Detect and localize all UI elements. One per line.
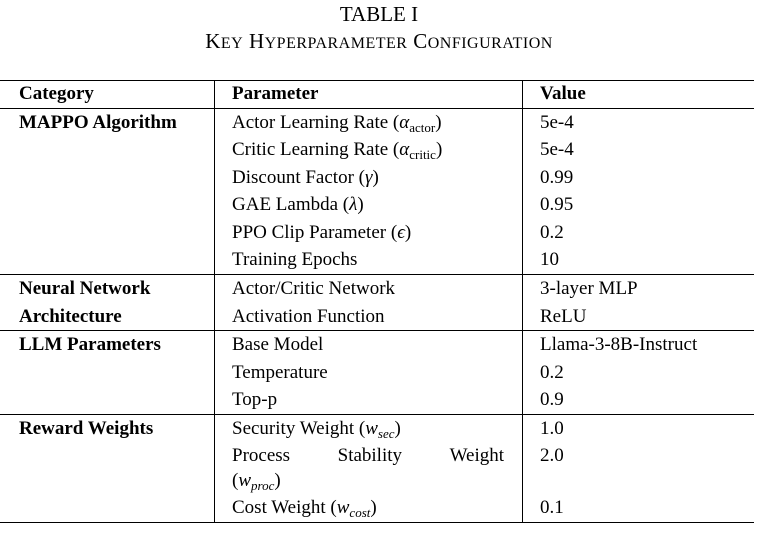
parameter-cell: Training Epochs xyxy=(232,249,358,270)
column-divider xyxy=(214,80,215,523)
value-cell: 0.2 xyxy=(540,362,564,383)
parameter-cell: Security Weight $(w_{sec})$ xyxy=(232,418,401,441)
value-cell: Llama-3-8B-Instruct xyxy=(540,334,698,355)
title-word: KEY xyxy=(205,29,244,53)
value-cell: 1.0 xyxy=(540,418,564,439)
group-rule xyxy=(0,414,754,415)
header-rule xyxy=(0,108,754,109)
group-rule xyxy=(0,330,754,331)
parameter-cell: Activation Function xyxy=(232,306,385,327)
category-cell: Reward Weights xyxy=(19,418,154,439)
value-cell: 5e-4 xyxy=(540,112,574,133)
parameter-cell: Process Stability Weight xyxy=(232,445,504,466)
table-bottom-rule xyxy=(0,522,754,523)
value-cell: 5e-4 xyxy=(540,139,574,160)
header-value: Value xyxy=(540,83,586,104)
value-cell: ReLU xyxy=(540,306,587,327)
parameter-cell: Actor Learning Rate $(\alpha_{actor})$ xyxy=(232,112,442,135)
category-cell: LLM Parameters xyxy=(19,334,161,355)
parameter-cell: Discount Factor (γ) xyxy=(232,167,379,188)
category-cell: Neural Network xyxy=(19,278,151,299)
value-cell: 0.95 xyxy=(540,194,574,215)
title-word: CONFIGURATION xyxy=(413,29,553,53)
value-cell: 2.0 xyxy=(540,445,564,466)
title-word: HYPERPARAMETER xyxy=(248,29,408,53)
parameter-cell: Cost Weight $(w_{cost})$ xyxy=(232,497,377,520)
parameter-cell: PPO Clip Parameter (ϵ) xyxy=(232,222,412,243)
parameter-cell: Critic Learning Rate $(\alpha_{critic})$ xyxy=(232,139,443,162)
value-cell: 0.1 xyxy=(540,497,564,518)
value-cell: 3-layer MLP xyxy=(540,278,638,299)
column-divider xyxy=(522,80,523,523)
value-cell: 10 xyxy=(540,249,559,270)
value-cell: 0.2 xyxy=(540,222,564,243)
table-title xyxy=(0,29,758,56)
parameter-cell: Top-p xyxy=(232,389,278,410)
table-top-rule xyxy=(0,80,754,81)
value-cell: 0.9 xyxy=(540,389,564,410)
value-cell: 0.99 xyxy=(540,167,574,188)
category-cell: Architecture xyxy=(19,306,122,327)
parameter-cell: Base Model xyxy=(232,334,324,355)
parameter-cell: GAE Lambda (λ) xyxy=(232,194,364,215)
parameter-cell: Actor/Critic Network xyxy=(232,278,396,299)
group-rule xyxy=(0,274,754,275)
table-label: TABLE I xyxy=(339,2,419,26)
header-parameter: Parameter xyxy=(232,83,319,104)
header-category: Category xyxy=(19,83,94,104)
category-cell: MAPPO Algorithm xyxy=(19,112,177,133)
parameter-cell: Temperature xyxy=(232,362,328,383)
parameter-cell-continuation: $(w_{proc})$ xyxy=(232,470,281,493)
